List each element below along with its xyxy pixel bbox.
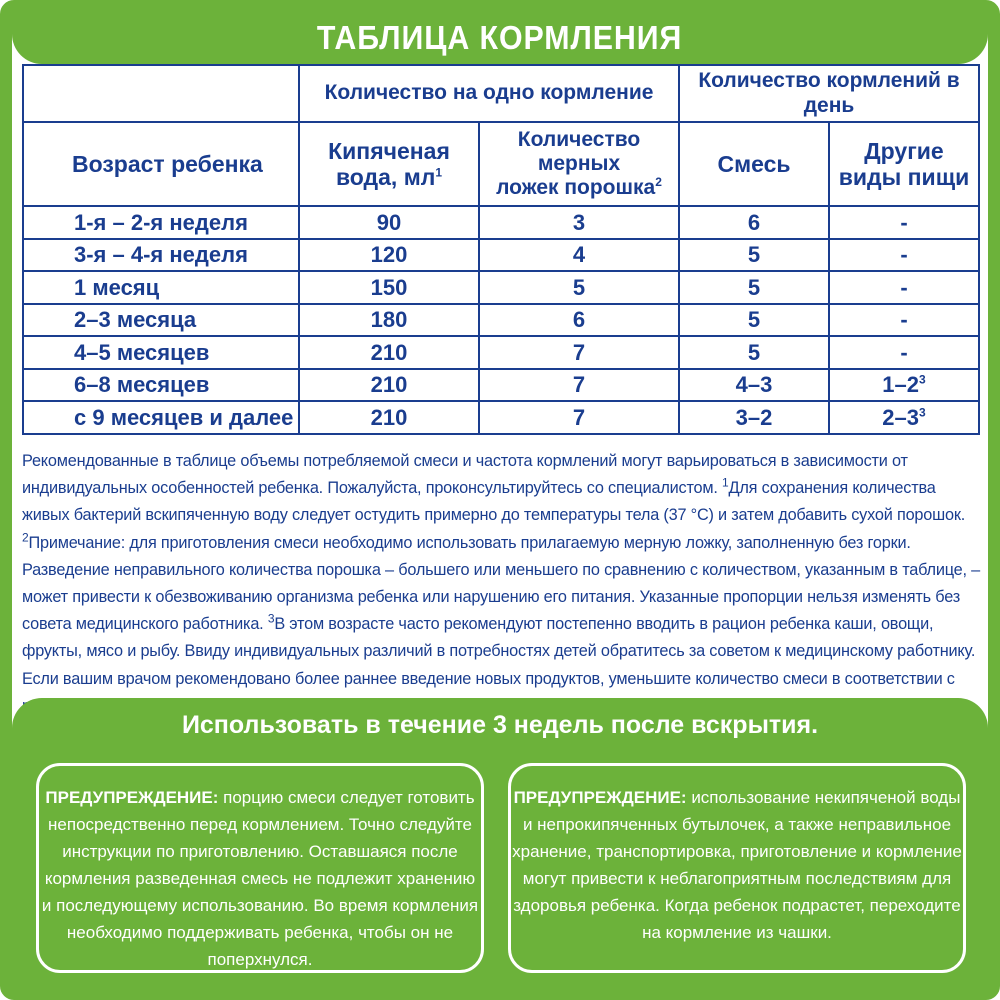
cell-formula: 6	[679, 206, 829, 239]
header-spoons-footnote: 2	[655, 175, 662, 190]
feeding-table	[22, 64, 980, 435]
cell-spoons: 3	[479, 206, 679, 239]
footnote-marker-3: 3	[267, 611, 275, 626]
cell-age: 1-я – 2-я неделя	[23, 206, 299, 239]
cell-other-footnote: 3	[919, 372, 926, 387]
header-other-food	[829, 122, 979, 206]
usage-banner	[12, 698, 988, 752]
cell-other-value: -	[900, 209, 908, 235]
warning-label: ПРЕДУПРЕЖДЕНИЕ:	[45, 788, 219, 807]
cell-formula: 5	[679, 304, 829, 337]
note-complementary-food: В этом возрасте часто рекомендуют постепенно вводить в рацион ребенка каши, овощи, фрукты, мясо и рыбу. Ввиду индивидуальных различий в потребностях детей обратитесь за советом к медицинскому работнику. Если вашим врачом рекомендовано более раннее введение новых продуктов, уменьшите количество смеси в соответствии с	[22, 615, 976, 688]
header-water-line2: вода, мл	[335, 164, 436, 190]
cell-water: 210	[299, 401, 479, 434]
header-per-feeding: Количество на одно кормление	[299, 65, 679, 122]
cell-spoons: 7	[479, 336, 679, 369]
cell-other-value: -	[900, 274, 908, 300]
cell-other-value: -	[900, 339, 908, 365]
cell-spoons: 4	[479, 239, 679, 272]
warning-box-hygiene	[508, 763, 966, 973]
table-row	[23, 401, 979, 434]
header-spoons-line1: Количество мерных	[517, 127, 641, 175]
table-row	[23, 239, 979, 272]
cell-formula: 5	[679, 336, 829, 369]
cell-other-value: -	[900, 242, 908, 268]
cell-age: 3-я – 4-я неделя	[23, 239, 299, 272]
cell-water: 210	[299, 369, 479, 402]
cell-water: 180	[299, 304, 479, 337]
cell-other-value: 1–2	[882, 372, 920, 398]
cell-formula: 5	[679, 271, 829, 304]
note-water-temperature: Для сохранения количества живых бактерий вскипяченную воду следует остудить примерно до температуры тела (37 °С) и затем добавить сухой порошок.	[22, 479, 966, 525]
cell-other-footnote: 3	[919, 405, 926, 420]
table-header-group-row	[23, 65, 979, 122]
cell-formula: 4–3	[679, 369, 829, 402]
header-water-footnote: 1	[435, 165, 443, 180]
cell-water: 90	[299, 206, 479, 239]
table-row	[23, 206, 979, 239]
table-row	[23, 336, 979, 369]
usage-banner-text: Использовать в течение 3 недель после вскрытия.	[181, 710, 819, 739]
header-water	[299, 122, 479, 206]
page-title: ТАБЛИЦА КОРМЛЕНИЯ	[317, 19, 683, 56]
header-formula: Смесь	[679, 122, 829, 206]
cell-formula: 5	[679, 239, 829, 272]
cell-other	[829, 369, 979, 402]
table-corner-cell	[23, 65, 299, 122]
cell-age: 1 месяц	[23, 271, 299, 304]
header-spoons-line2: ложек порошка	[496, 176, 656, 200]
note-recommendation: Рекомендованные в таблице объемы потребляемой смеси и частота кормлений могут варьироваться в зависимости от индивидуальных особенностей ребенка. Пожалуйста, проконсультируйтесь со специалистом.	[22, 452, 908, 498]
cell-water: 150	[299, 271, 479, 304]
cell-other	[829, 239, 979, 272]
cell-spoons: 5	[479, 271, 679, 304]
cell-age: 4–5 месяцев	[23, 336, 299, 369]
cell-age: 6–8 месяцев	[23, 369, 299, 402]
warning-box-preparation	[36, 763, 484, 973]
cell-water: 120	[299, 239, 479, 272]
cell-water: 210	[299, 336, 479, 369]
header-other-line1: Другие	[864, 137, 944, 164]
footnote-marker-2: 2	[22, 530, 29, 545]
cell-spoons: 7	[479, 369, 679, 402]
title-banner	[12, 12, 988, 64]
header-other-line2: виды пищи	[838, 164, 970, 190]
header-age: Возраст ребенка	[23, 122, 299, 206]
cell-other	[829, 271, 979, 304]
cell-other	[829, 336, 979, 369]
cell-spoons: 6	[479, 304, 679, 337]
table-row	[23, 369, 979, 402]
cell-other	[829, 401, 979, 434]
warning-text: порцию смеси следует готовить непосредственно перед кормлением. Точно следуйте инструкции по приготовлению. Оставшаяся после кормления разведенная смесь не подлежит хранению и последующему использованию. Во время кормления необходимо поддерживать ребенка, чтобы он не поперхнулся.	[41, 788, 479, 969]
table-row	[23, 304, 979, 337]
footnote-marker-1: 1	[722, 475, 729, 490]
cell-other-value: -	[900, 307, 908, 333]
header-spoons	[479, 122, 679, 206]
cell-age: с 9 месяцев и далее	[23, 401, 299, 434]
table-row	[23, 271, 979, 304]
footnotes-text	[22, 448, 982, 720]
header-water-line1: Кипяченая	[328, 137, 450, 164]
table-header-row	[23, 122, 979, 206]
header-per-day: Количество кормлений в день	[679, 65, 979, 122]
cell-spoons: 7	[479, 401, 679, 434]
cell-other	[829, 206, 979, 239]
cell-other	[829, 304, 979, 337]
note-measuring-spoon: Примечание: для приготовления смеси необходимо использовать прилагаемую мерную ложку, заполненную без горки. Разведение неправильного количества порошка – большего или меньшего по сравнению с количеством, указанным в таблице, – может привести к обезвоживанию организма ребенка или нарушению его питания. Указанные пропорции нельзя изменять без совета медицинского работника.	[22, 533, 981, 634]
cell-formula: 3–2	[679, 401, 829, 434]
warning-text: использование некипяченой воды и непрокипяченных бутылочек, а также неправильное хранение, транспортировка, приготовление и кормление могут привести к неблагоприятным последствиям для здоровья ребенка. Когда ребенок подрастет, переходите на кормление из чашки.	[512, 788, 962, 942]
warning-label: ПРЕДУПРЕЖДЕНИЕ:	[513, 788, 687, 807]
cell-age: 2–3 месяца	[23, 304, 299, 337]
cell-other-value: 2–3	[882, 404, 920, 430]
